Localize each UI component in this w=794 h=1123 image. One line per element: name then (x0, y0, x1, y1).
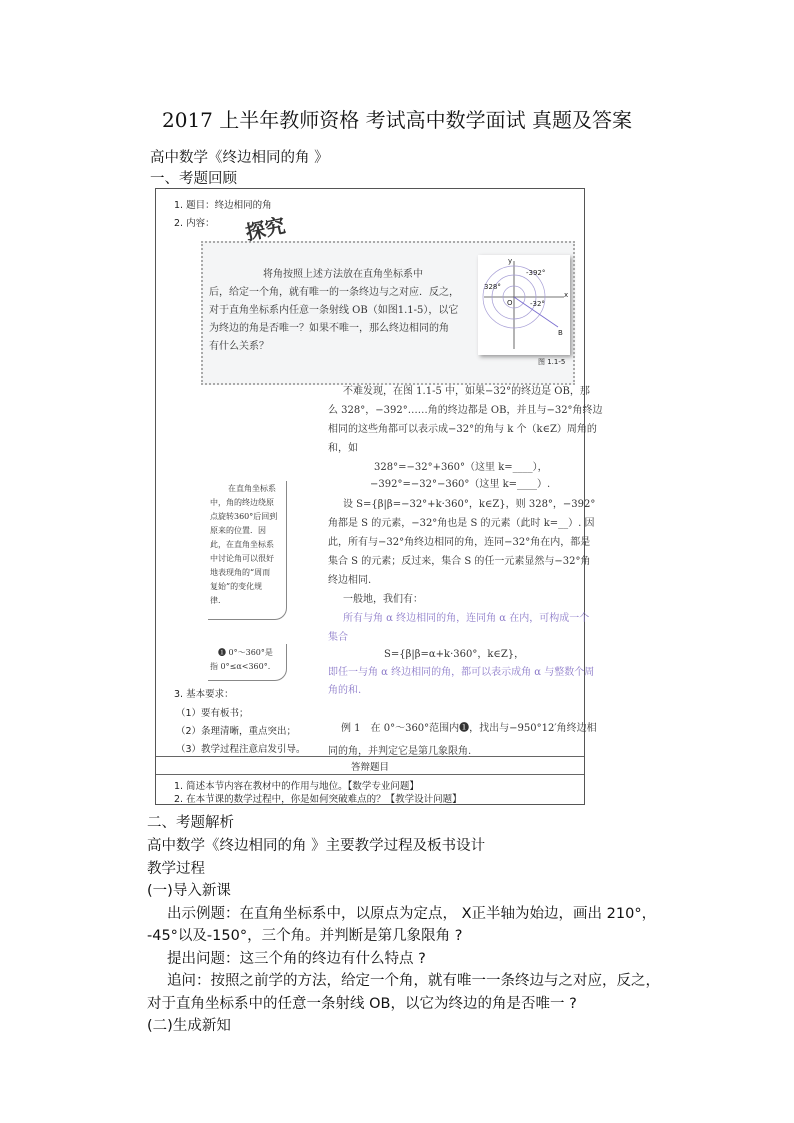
section-heading-analysis: 二、考题解析 (147, 815, 234, 831)
definition-line: 角的和. (328, 685, 362, 696)
subtitle: 高中数学《终边相同的角 》 (150, 150, 329, 166)
text-line: −392°=−32°−360°（这里 k=____）. (370, 479, 551, 490)
text-line: 对于直角坐标系内任意一条射线 OB（如图1.1-5），以它 (209, 305, 459, 316)
definition-line: 集合 (328, 632, 348, 643)
side-note-periodic (208, 481, 287, 620)
angle-label: -32° (530, 300, 545, 308)
paragraph-line: 追问：按照之前学的方法，给定一个角，就有唯一一条终边与之对应，反之， (167, 973, 660, 989)
paragraph-line: (一)导入新课 (147, 883, 231, 899)
definition-line: 所有与角 α 终边相同的角，连同角 α 在内，可构成一个 (343, 613, 590, 624)
text-line: 为终边的角是否唯一？如果不唯一，那么终边相同的角 (209, 323, 449, 334)
note-line: 律. (210, 596, 221, 605)
paragraph-line: 出示例题：在直角坐标系中，以原点为定点， X正半轴为始边，画出 210°， (167, 906, 657, 922)
text-line: 角都是 S 的元素，−32°角也是 S 的元素（此时 k=__）. 因 (328, 518, 595, 529)
figure-coordinate-angles (478, 255, 570, 366)
page-title: 2017 上半年教师资格 考试高中数学面试 真题及答案 (162, 108, 632, 132)
origin-label: O (507, 299, 513, 307)
item-content: 2. 内容： (174, 218, 215, 229)
side-note-range (208, 644, 287, 681)
requirement: （1）要有板书； (176, 708, 249, 719)
item-topic: 1. 题目：终边相同的角 (174, 200, 272, 211)
explore-badge: 探究 (243, 213, 288, 245)
angle-label: -392° (526, 269, 546, 277)
note-line: 点旋转360°后回到 (210, 512, 278, 521)
note-line: 中讨论角可以很好 (210, 554, 274, 563)
text-line: 终边相同. (328, 575, 372, 586)
note-line: 在直角坐标系 (228, 484, 276, 493)
text-line: 相同的这些角都可以表示成−32°的角与 k 个（k∈Z）周角的 (328, 424, 597, 435)
requirement: （3）教学过程注意启发引导。 (176, 744, 306, 755)
paragraph-line: -45°以及-150°，三个角。并判断是第几象限角 ? (147, 928, 463, 944)
exam-question-box (155, 188, 603, 805)
set-formula: S={β|β=α+k·360°，k∈Z}， (384, 649, 525, 660)
text-line: 么 328°，−392°……角的终边都是 OB，并且与−32°角终边 (328, 405, 603, 416)
note-line: 此，在直角坐标系 (210, 540, 274, 549)
defense-question: 1. 简述本节内容在教材中的作用与地位。【数学专业问题】 (174, 781, 419, 792)
axis-label-x: x (564, 291, 569, 299)
text-line: 此，所有与−32°角终边相同的角，连同−32°角在内，都是 (328, 537, 591, 548)
text-line: 不难发现，在图 1.1-5 中，如果−32°的终边是 OB，那 (343, 386, 590, 397)
note-line: 地表现角的“周而 (210, 568, 271, 577)
note-line: ❶ 0°～360°是 (218, 648, 273, 657)
note-line: 复始”的变化规 (210, 582, 263, 591)
paragraph-line: (二)生成新知 (147, 1018, 231, 1034)
example-line: 例 1 在 0°～360°范围内❶，找出与−950°12′角终边相 (341, 723, 597, 734)
paragraph-line: 提出问题：这三个角的终边有什么特点 ? (167, 951, 426, 967)
item-requirements: 3. 基本要求： (174, 689, 234, 700)
text-line: 将角按照上述方法放在直角坐标系中 (263, 269, 423, 280)
text-line: 一般地，我们有： (343, 594, 423, 605)
axis-label-y: y (508, 257, 513, 265)
angle-diagram (478, 255, 570, 355)
section-heading-review: 一、考题回顾 (150, 171, 237, 187)
note-line: 中，角的终边绕原 (210, 498, 274, 507)
text-line: 有什么关系？ (209, 341, 269, 352)
paragraph-line: 对于直角坐标系中的任意一条射线 OB，以它为终边的角是否唯一 ? (147, 996, 577, 1012)
defense-question: 2. 在本节课的数学过程中，你是如何突破难点的？【教学设计问题】 (174, 794, 462, 805)
requirement: （2）条理清晰，重点突出； (176, 726, 297, 737)
text-line: 后，给定一个角，就有唯一的一条终边与之对应．反之， (209, 287, 459, 298)
divider (156, 756, 584, 757)
definition-line: 即任一与角 α 终边相同的角，都可以表示成角 α 与整数个周 (328, 667, 595, 678)
text-line: 328°=−32°+360°（这里 k=____）， (374, 462, 548, 473)
text-line: 集合 S 的元素；反过来，集合 S 的任一元素显然与−32°角 (328, 556, 591, 567)
example-line: 同的角，并判定它是第几象限角. (328, 746, 472, 757)
point-label: B (558, 329, 563, 337)
text-line: 设 S={β|β=−32°+k·360°，k∈Z}，则 328°，−392° (343, 499, 596, 510)
note-line: 原来的位置．因 (210, 526, 266, 535)
paragraph-line: 高中数学《终边相同的角 》主要教学过程及板书设计 (147, 838, 486, 854)
paragraph-line: 教学过程 (147, 861, 205, 877)
defense-header: 答辩题目 (350, 762, 389, 773)
divider (156, 774, 584, 775)
figure-caption: 图 1.1-5 (538, 358, 566, 366)
angle-label: 328° (484, 283, 501, 291)
note-line: 指 0°≤α<360°. (210, 662, 271, 671)
text-line: 和，如 (328, 443, 358, 454)
